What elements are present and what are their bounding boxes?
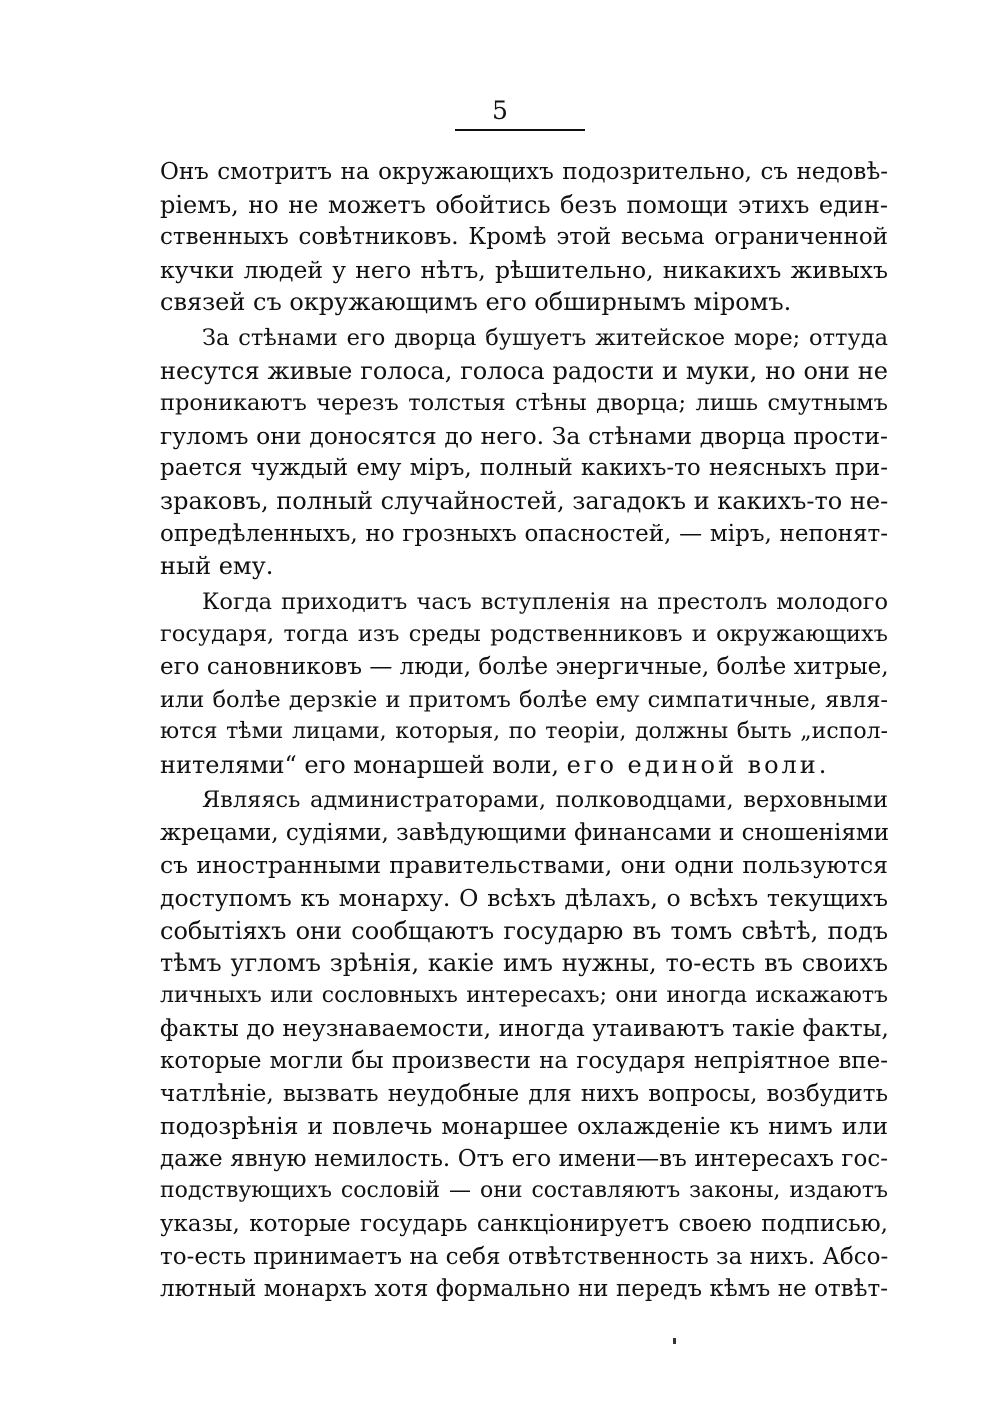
text-line: гуломъ они доносятся до него. За стѣнами дворца прости- bbox=[160, 421, 888, 450]
header-rule bbox=[455, 129, 585, 131]
text-line: или болѣе дерзкіе и притомъ болѣе ему симпатичные, явля- bbox=[160, 686, 888, 713]
text-line: лютный монархъ хотя формально ни передъ кѣмъ не отвѣт- bbox=[160, 1276, 888, 1303]
print-speck bbox=[673, 1338, 676, 1344]
text-line: чатлѣніе, вызвать неудобные для нихъ вопросы, возбудить bbox=[160, 1080, 888, 1107]
text-line: ріемъ, но не можетъ обойтись безъ помощи этихъ един- bbox=[160, 190, 888, 219]
text-line: съ иностранными правительствами, они одни пользуются bbox=[160, 851, 888, 880]
text-line: несутся живые голоса, голоса радости и муки, но они не bbox=[160, 356, 888, 385]
text-line-prefix: нителями“ его монаршей воли, bbox=[160, 750, 567, 779]
text-body bbox=[160, 156, 888, 1306]
text-line: то-есть принимаетъ на себя отвѣтственность за нихъ. Абсо- bbox=[160, 1243, 889, 1270]
text-line: зраковъ, полный случайностей, загадокъ и какихъ-то не- bbox=[160, 486, 889, 515]
text-line: ются тѣми лицами, которыя, по теоріи, должны быть „испол- bbox=[160, 719, 888, 745]
text-line bbox=[160, 749, 888, 782]
text-line: ный ему. bbox=[160, 552, 274, 581]
text-line: жрецами, судіями, завѣдующими финансами и сношеніями bbox=[160, 819, 890, 846]
text-line: личныхъ или сословныхъ интересахъ; они иногда искажаютъ bbox=[160, 982, 888, 1008]
page-number: 5 bbox=[492, 96, 508, 125]
text-line: подствующихъ сословій — они составляютъ законы, издаютъ bbox=[160, 1178, 888, 1204]
paragraph-2 bbox=[160, 322, 888, 583]
text-line: его сановниковъ — люди, болѣе энергичные, болѣе хитрые, bbox=[160, 653, 889, 680]
text-line: связей съ окружающимъ его обширнымъ міромъ. bbox=[160, 288, 792, 317]
text-line: рается чуждый ему міръ, полный какихъ-то неясныхъ при- bbox=[160, 455, 888, 482]
text-line: опредѣленныхъ, но грозныхъ опасностей, — міръ, непонят- bbox=[160, 520, 888, 547]
text-line: ственныхъ совѣтниковъ. Кромѣ этой весьма ограниченной bbox=[160, 224, 888, 251]
text-line: даже явную немилость. Отъ его имени—въ интересахъ гос- bbox=[160, 1145, 888, 1172]
text-line: тѣмъ угломъ зрѣнія, какіе имъ нужны, то-есть въ своихъ bbox=[160, 949, 888, 978]
emphasized-text: его единой воли. bbox=[566, 750, 830, 779]
text-line: которые могли бы произвести на государя непріятное впе- bbox=[160, 1048, 888, 1075]
text-line: За стѣнами его дворца бушуетъ житейское море; оттуда bbox=[202, 324, 888, 351]
text-line: событіяхъ они сообщаютъ государю въ томъ свѣтѣ, подъ bbox=[160, 916, 888, 945]
text-line: Являясь администраторами, полководцами, верховными bbox=[202, 787, 888, 814]
paragraph-3 bbox=[160, 586, 888, 782]
text-line: указы, которые государь санкціонируетъ своею подписью, bbox=[160, 1211, 888, 1237]
text-line: государя, тогда изъ среды родственниковъ и окружающихъ bbox=[160, 621, 888, 648]
text-line: доступомъ къ монарху. О всѣхъ дѣлахъ, о всѣхъ текущихъ bbox=[160, 884, 888, 913]
text-line: проникаютъ черезъ толстыя стѣны дворца; лишь смутнымъ bbox=[160, 390, 888, 417]
paragraph-1 bbox=[160, 156, 888, 319]
text-line: Когда приходитъ часъ вступленія на престолъ молодого bbox=[202, 588, 888, 615]
text-line: факты до неузнаваемости, иногда утаиваютъ такіе факты, bbox=[160, 1014, 889, 1043]
text-line: Онъ смотритъ на окружающихъ подозрительно, съ недовѣ- bbox=[160, 159, 888, 185]
text-line: кучки людей у него нѣтъ, рѣшительно, никакихъ живыхъ bbox=[160, 255, 888, 284]
text-line: подозрѣнія и повлечь монаршее охлажденіе къ нимъ или bbox=[160, 1112, 888, 1141]
paragraph-4 bbox=[160, 784, 888, 1306]
